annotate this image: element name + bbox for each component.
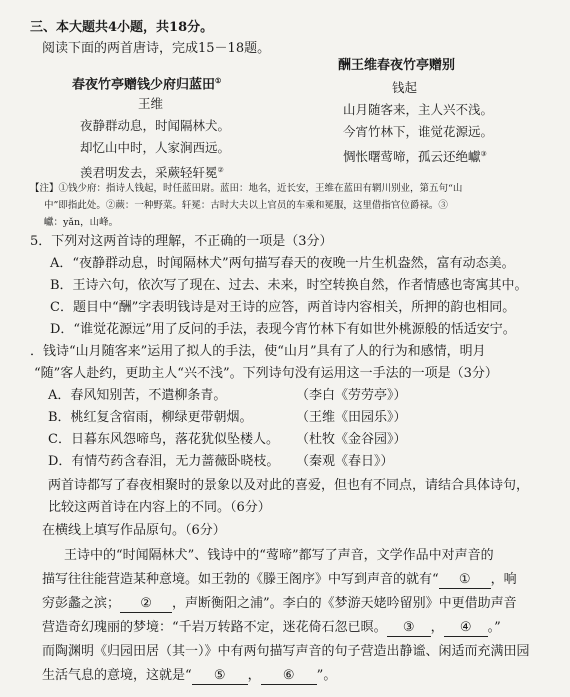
q16-option-c: C．日暮东风怨啼鸟，落花犹似坠楼人。 bbox=[48, 432, 279, 447]
q16-option-a: A．春风知别苦，不遣柳条青。 bbox=[48, 388, 227, 403]
poem-1-line-1: 夜静群动息，时闻隔林犬。 bbox=[80, 118, 231, 133]
q18-stem: 在横线上填写作品原句。（6分） bbox=[42, 523, 226, 538]
blank-1[interactable]: ① bbox=[439, 572, 491, 589]
q16-option-b: B．桃红复含宿雨，柳绿更带朝烟。 bbox=[48, 410, 253, 425]
poem-2-line-1: 山月随客来，主人兴不浅。 bbox=[343, 102, 494, 117]
poem-1-line-3: 羡君明发去，采蕨轻轩冕② bbox=[80, 165, 224, 181]
q16-option-a-source: （李白《劳劳亭》） bbox=[296, 388, 407, 403]
section-heading: 三、本大题共4小题，共18分。 bbox=[30, 20, 214, 35]
poem-2-line-2: 今宵竹林下，谁觉花源远。 bbox=[343, 124, 494, 139]
note-line-2: 中”即指此处。②蕨：一种野菜。轩冕：古时大夫以上官员的车乘和冕服，这里借指官位爵禄。③ bbox=[44, 200, 448, 211]
q18-para-line-4: 营造奇幻瑰丽的梦境：“千岩万转路不定，迷花倚石忽已暝。 ③ ， ④ 。” bbox=[42, 620, 501, 635]
q15-option-c: C．题目中“酬”字表明钱诗是对王诗的应答，两首诗内容相关，所押的韵也相同。 bbox=[50, 300, 516, 315]
q16-option-d: D．有情芍药含春泪，无力蔷薇卧晓枝。 bbox=[48, 454, 280, 469]
note-line-3: 巘：yǎn，山峰。 bbox=[44, 217, 119, 228]
q15-option-d: D．“谁觉花源远”用了反问的手法，表现今宵竹林下有如世外桃源般的恬适安宁。 bbox=[50, 322, 516, 337]
blank-3[interactable]: ③ bbox=[387, 620, 431, 637]
q16-stem-2: “随”客人赴约，更助主人“兴不浅”。下列诗句没有运用这一手法的一项是（3分） bbox=[34, 366, 498, 381]
q16-stem-1: ．钱诗“山月随客来”运用了拟人的手法，使“山月”具有了人的行为和感情，明月 bbox=[30, 344, 486, 359]
section-intro: 阅读下面的两首唐诗，完成15－18题。 bbox=[42, 41, 271, 56]
q15-stem: 5．下列对这两首诗的理解，不正确的一项是（3分） bbox=[30, 234, 333, 249]
q18-para-line-3: 穷彭蠡之滨； ② ，声断衡阳之浦”。李白的《梦游天姥吟留别》中更借助声音 bbox=[42, 596, 517, 611]
blank-2[interactable]: ② bbox=[120, 596, 172, 613]
blank-5[interactable]: ⑤ bbox=[192, 668, 248, 685]
q18-para-line-2: 描写往往能营造某种意境。如王勃的《滕王阁序》中写到声音的就有“ ① ，响 bbox=[42, 572, 517, 587]
q18-para-line-5: 而陶渊明《归园田居（其一）》中有两句描写声音的句子营造出静谧、闲适而充满田园 bbox=[42, 644, 530, 659]
q15-option-b: B．王诗六句，依次写了现在、过去、未来，时空转换自然，作者情感也寄寓其中。 bbox=[50, 278, 528, 293]
q16-option-b-source: （王维《田园乐》） bbox=[296, 410, 407, 425]
blank-6[interactable]: ⑥ bbox=[261, 668, 317, 685]
q18-para-line-6: 生活气息的意境，这就是“ ⑤ ， ⑥ ”。 bbox=[42, 668, 337, 683]
poem-2-author: 钱起 bbox=[392, 80, 418, 95]
poem-1-author: 王维 bbox=[138, 96, 164, 111]
q15-option-a: A．“夜静群动息，时闻隔林犬”两句描写春天的夜晚一片生机盎然，富有动态美。 bbox=[50, 256, 515, 271]
poem-1-title: 春夜竹亭赠钱少府归蓝田① bbox=[72, 76, 222, 93]
q17-line-1: 两首诗都写了春夜相聚时的景象以及对此的喜爱，但也有不同点，请结合具体诗句， bbox=[48, 478, 530, 493]
q17-line-2: 比较这两首诗在内容上的不同。（6分） bbox=[48, 500, 271, 515]
poem-2-title: 酬王维春夜竹亭赠别 bbox=[338, 58, 456, 73]
q16-option-d-source: （秦观《春日》） bbox=[296, 454, 394, 469]
q18-para-line-1: 王诗中的“时闻隔林犬”、钱诗中的“莺啼”都写了声音，文学作品中对声音的 bbox=[64, 548, 494, 563]
blank-4[interactable]: ④ bbox=[444, 620, 488, 637]
note-line-1: 【注】①钱少府：指诗人钱起，时任蓝田尉。蓝田：地名，近长安，王维在蓝田有辋川别业，第五句“山 bbox=[30, 183, 463, 194]
poem-1-line-2: 却忆山中时，人家涧西远。 bbox=[80, 140, 231, 155]
q16-option-c-source: （杜牧《金谷园》） bbox=[296, 432, 407, 447]
poem-2-line-3: 惆怅曙莺啼，孤云还绝巘③ bbox=[343, 149, 487, 165]
